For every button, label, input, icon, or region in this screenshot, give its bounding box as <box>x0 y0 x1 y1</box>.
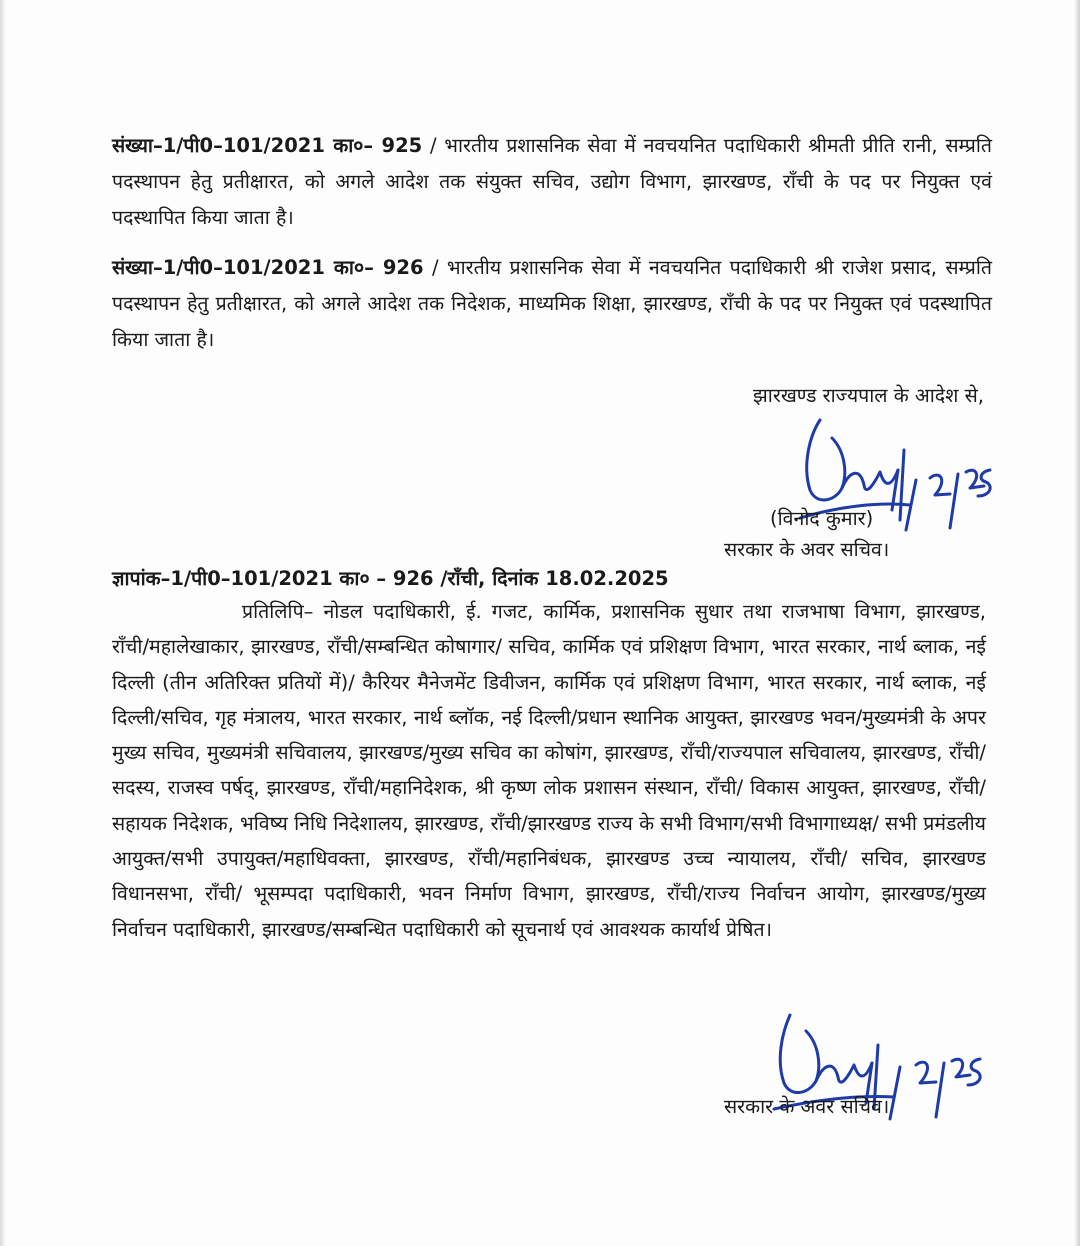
order-text-926: / भारतीय प्रशासनिक सेवा में नवचयनित पदाधिकारी श्री राजेश प्रसाद, सम्प्रति पदस्थापन हेतु प्रतीक्षारत, को अगले आदेश तक निदेशक, माध्यमिक शिक्षा, झारखण्ड, राँची के पद पर नियुक्त एवं पदस्थापित किया जाता है। <box>112 256 992 351</box>
memo-signatory-title: सरकार के अवर सचिव। <box>724 1095 890 1118</box>
copy-distribution-paragraph: प्रतिलिपि– नोडल पदाधिकारी, ई. गजट, कार्मिक, प्रशासनिक सुधार तथा राजभाषा विभाग, झारखण्ड, राँची/महालेखाकार, झारखण्ड, राँची/सम्बन्धित कोषागार/ सचिव, कार्मिक एवं प्रशिक्षण विभाग, भारत सरकार, नार्थ ब्लाक, नई दिल्ली (तीन अतिरिक्त प्रतियों में)/ कैरियर मैनेजमेंट डिवीजन, कार्मिक एवं प्रशिक्षण विभाग, भारत सरकार, नार्थ ब्लाक, नई दिल्ली/सचिव, गृह मंत्रालय, भारत सरकार, नार्थ ब्लॉक, नई दिल्ली/प्रधान स्थानिक आयुक्त, झारखण्ड भवन/मुख्यमंत्री के अपर मुख्य सचिव, मुख्यमंत्री सचिवालय, झारखण्ड/मुख्य सचिव का कोषांग, झारखण्ड, राँची/राज्यपाल सचिवालय, झारखण्ड, राँची/सदस्य, राजस्व पर्षद्, झारखण्ड, राँची/महानिदेशक, श्री कृष्ण लोक प्रशासन संस्थान, राँची/ विकास आयुक्त, झारखण्ड, राँची/सहायक निदेशक, भविष्य निधि निदेशालय, झारखण्ड, राँची/झारखण्ड राज्य के सभी विभाग/सभी विभागाध्यक्ष/ सभी प्रमंडलीय आयुक्त/सभी उपायुक्त/महाधिवक्ता, झारखण्ड, राँची/महानिबंधक, झारखण्ड उच्च न्यायालय, राँची/ सचिव, झारखण्ड विधानसभा, राँची/ भूसम्पदा पदाधिकारी, भवन निर्माण विभाग, झारखण्ड, राँची/राज्य निर्वाचन आयोग, झारखण्ड/मुख्य निर्वाचन पदाधिकारी, झारखण्ड/सम्बन्धित पदाधिकारी को सूचनार्थ एवं आवश्यक कार्यार्थ प्रेषित। <box>112 600 986 941</box>
order-number-925: संख्या–1/पी0–101/2021 का०– 925 <box>112 134 423 157</box>
governor-order-line: झारखण्ड राज्यपाल के आदेश से, <box>753 384 984 407</box>
order-text-925: / भारतीय प्रशासनिक सेवा में नवचयनित पदाधिकारी श्रीमती प्रीति रानी, सम्प्रति पदस्थापन हेतु प्रतीक्षारत, को अगले आदेश तक संयुक्त सचिव, उद्योग विभाग, झारखण्ड, राँची के पद पर नियुक्त एवं पदस्थापित किया जाता है। <box>112 134 992 229</box>
order-paragraph-926 <box>112 250 992 358</box>
order-paragraph-925 <box>112 128 992 236</box>
memo-number-line: ज्ञापांक–1/पी0–101/2021 का० – 926 /राँची, दिनांक 18.02.2025 <box>112 567 669 590</box>
page-edge-shadow-left <box>0 0 6 1246</box>
signatory-title: सरकार के अवर सचिव। <box>724 538 890 561</box>
order-number-926: संख्या–1/पी0–101/2021 का०– 926 <box>112 256 424 279</box>
page-edge-shadow-right <box>1074 0 1080 1246</box>
signatory-name: (विनोद कुमार) <box>770 507 874 530</box>
